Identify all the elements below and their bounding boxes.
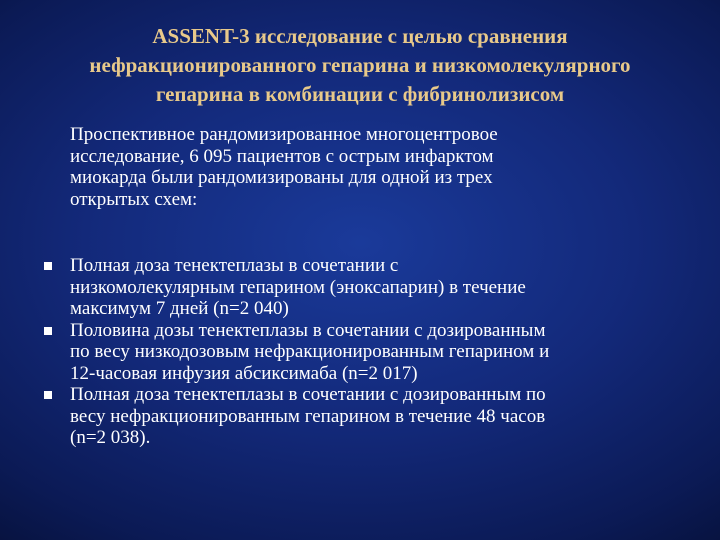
bullet-line: 12-часовая инфузия абсиксимаба (n=2 017) (70, 362, 418, 384)
title-line: гепарина в комбинации с фибринолизисом (155, 82, 565, 106)
square-bullet-icon (44, 262, 52, 270)
slide-title (40, 22, 680, 109)
bullet-list (44, 255, 694, 449)
title-line: нефракционированного гепарина и низкомолекулярного (89, 53, 631, 77)
bullet-line: максимум 7 дней (n=2 040) (70, 298, 289, 319)
intro-line: Проспективное рандомизированное многоцентровое (70, 124, 498, 145)
bullet-line: (n=2 038). (70, 427, 151, 448)
bullet-line: Полная доза тенектеплазы в сочетании с дозированным по (70, 384, 546, 405)
bullet-line: весу нефракционированным гепарином в течение 48 часов (70, 405, 546, 427)
intro-line: миокарда были рандомизированы для одной из трех (70, 167, 493, 188)
bullet-item (44, 320, 694, 385)
bullet-line: по весу низкодозовым нефракционированным гепарином и (70, 341, 550, 362)
square-bullet-icon (44, 327, 52, 335)
square-bullet-icon (44, 391, 52, 399)
bullet-line: Полная доза тенектеплазы в сочетании с (70, 255, 399, 276)
intro-line: открытых схем: (70, 188, 198, 210)
bullet-item (44, 255, 694, 320)
intro-line: исследование, 6 095 пациентов с острым инфарктом (70, 145, 494, 167)
intro-paragraph (70, 124, 670, 210)
title-line: ASSENT-3 исследование с целью сравнения (152, 24, 568, 48)
bullet-item (44, 384, 694, 449)
bullet-line: низкомолекулярным гепарином (эноксапарин) в течение (70, 276, 526, 298)
bullet-line: Половина дозы тенектеплазы в сочетании с дозированным (70, 319, 546, 341)
